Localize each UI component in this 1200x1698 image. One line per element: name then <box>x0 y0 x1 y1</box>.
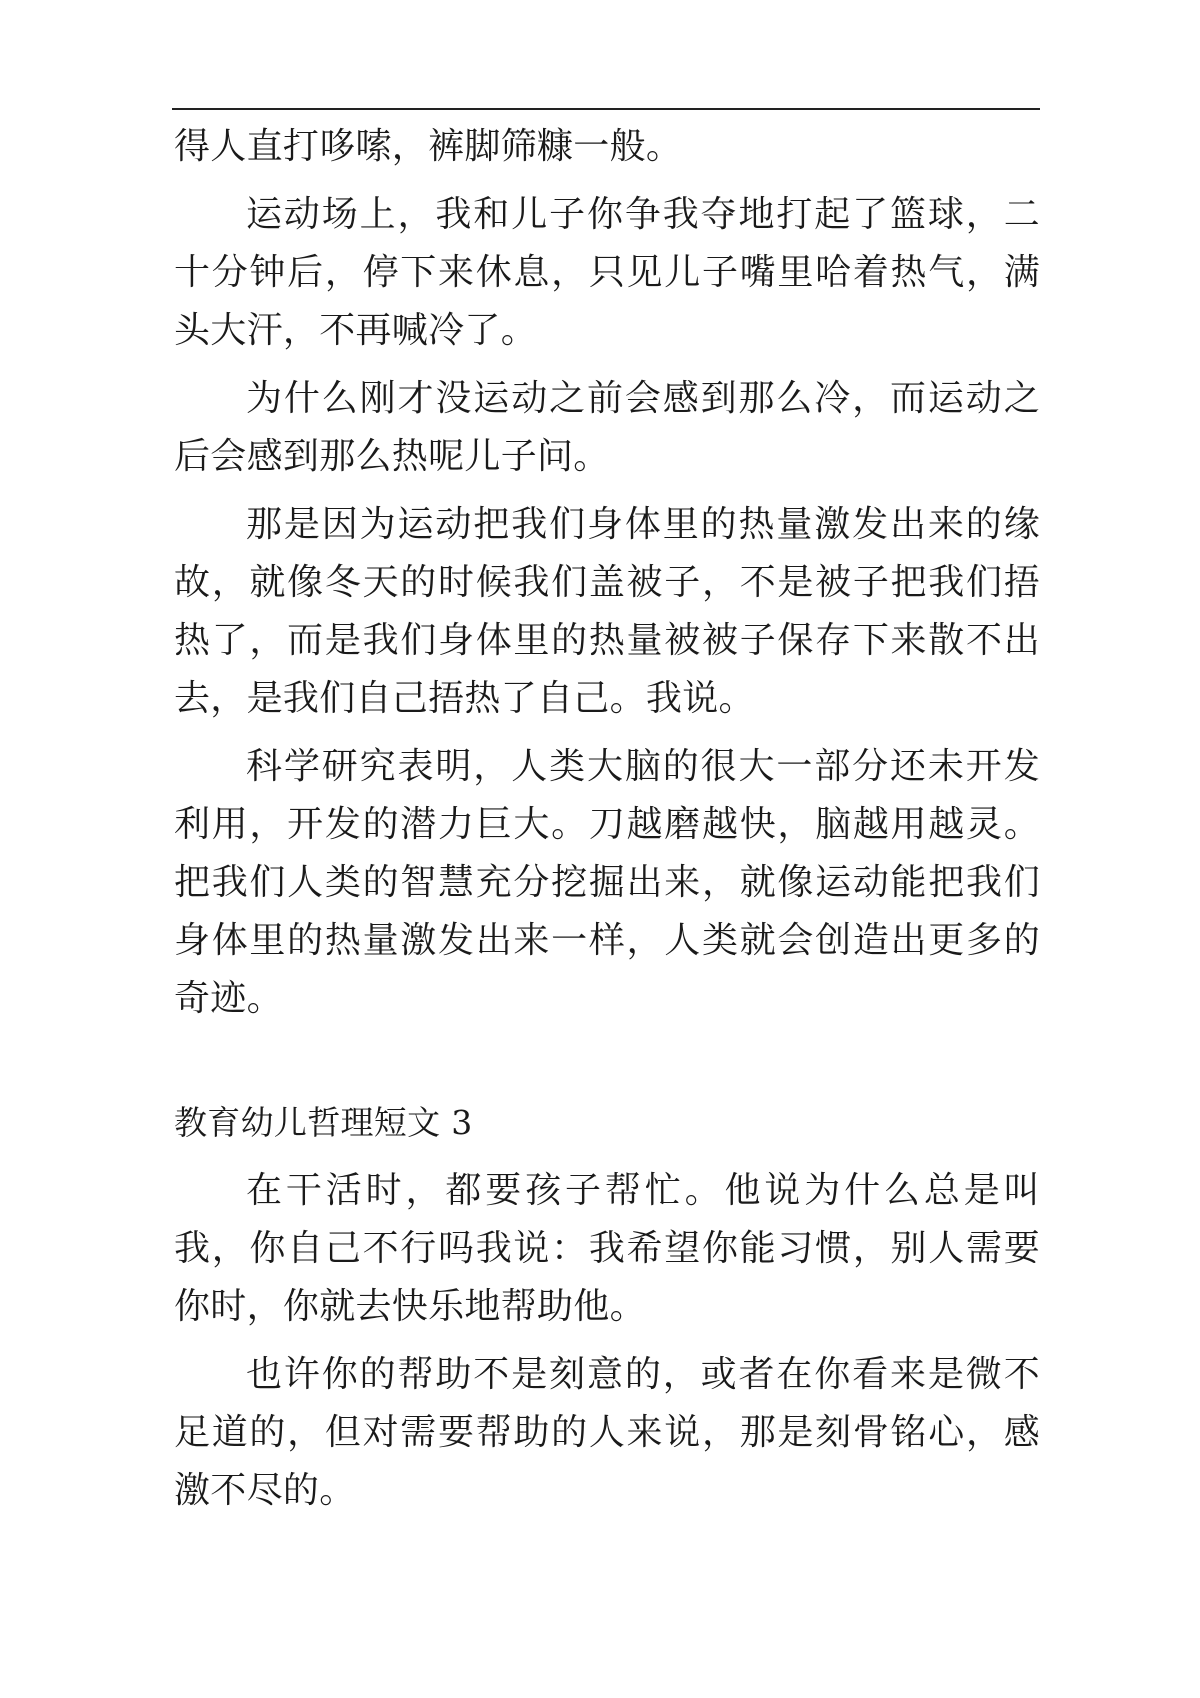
paragraph: 也许你的帮助不是刻意的，或者在你看来是微不足道的，但对需要帮助的人来说，那是刻骨铭心，感激不尽的。 <box>174 1354 1040 1511</box>
document-body <box>174 118 1040 1530</box>
paragraph: 那是因为运动把我们身体里的热量激发出来的缘故，就像冬天的时候我们盖被子，不是被子把我们捂热了，而是我们身体里的热量被被子保存下来散不出去，是我们自己捂热了自己。我说。 <box>174 504 1040 719</box>
paragraph: 科学研究表明，人类大脑的很大一部分还未开发利用，开发的潜力巨大。刀越磨越快，脑越用越灵。把我们人类的智慧充分挖掘出来，就像运动能把我们身体里的热量激发出来一样，人类就会创造出更多的奇迹。 <box>174 746 1040 1019</box>
paragraph: 运动场上，我和儿子你争我夺地打起了篮球，二十分钟后，停下来休息，只见儿子嘴里哈着热气，满头大汗，不再喊冷了。 <box>174 194 1040 351</box>
paragraph: 为什么刚才没运动之前会感到那么冷，而运动之后会感到那么热呢儿子问。 <box>174 378 1040 477</box>
section-heading: 教育幼儿哲理短文 3 <box>174 1103 473 1142</box>
paragraph: 在干活时，都要孩子帮忙。他说为什么总是叫我，你自己不行吗我说：我希望你能习惯，别人需要你时，你就去快乐地帮助他。 <box>174 1170 1040 1327</box>
paragraph-continuation: 得人直打哆嗦，裤脚筛糠一般。 <box>174 126 683 167</box>
header-rule <box>172 108 1040 110</box>
